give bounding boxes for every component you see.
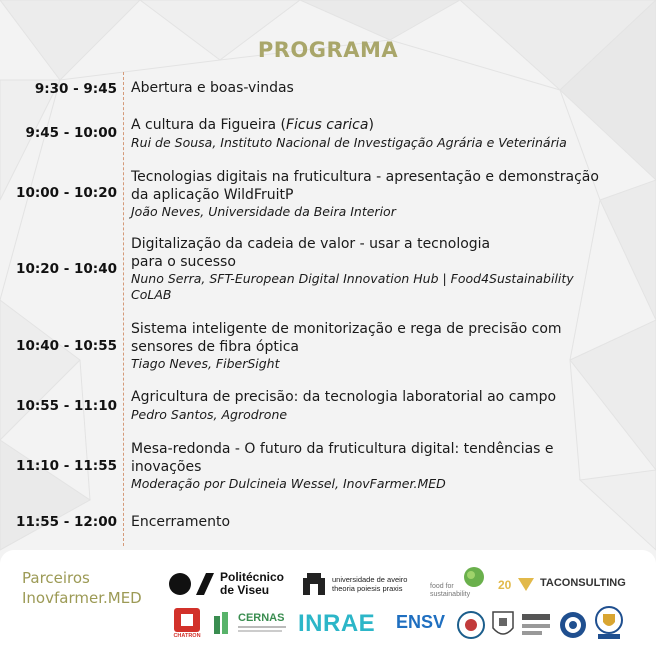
session-title-line: para o sucesso: [131, 253, 236, 270]
university-emblem-icon: [456, 610, 486, 640]
session-title-line: Tecnologias digitais na fruticultura - apresentação e demonstração: [131, 169, 599, 185]
session-title: Abertura e boas-vindas: [131, 80, 294, 96]
university-seal-icon: [558, 610, 588, 640]
session-time: 11:55 - 12:00: [16, 514, 117, 530]
chatron-logo: CHATRON: [170, 608, 204, 642]
session-speaker: João Neves, Universidade da Beira Interior: [131, 204, 396, 219]
session-speaker: Moderação por Dulcineia Wessel, InovFarmer.MED: [131, 476, 446, 491]
food-for-sustainability-logo: food for sustainability: [430, 566, 492, 600]
session-item: [131, 236, 636, 303]
institute-emblem-icon: [490, 610, 516, 640]
session-title-line: Mesa-redonda - O futuro da fruticultura digital: tendências e: [131, 441, 554, 457]
politecnico-viseu-logo: Politécnico de Viseu: [168, 570, 296, 598]
session-title: Encerramento: [131, 514, 231, 530]
session-item: [131, 169, 636, 220]
session-item: [131, 117, 636, 151]
partners-label: Parceiros Inovfarmer.MED: [22, 569, 142, 607]
session-title: A cultura da Figueira (Ficus carica): [131, 117, 374, 133]
svg-text:20: 20: [498, 578, 512, 592]
session-title-line: inovações: [131, 458, 202, 475]
session-speaker: Pedro Santos, Agrodrone: [131, 406, 288, 422]
session-item: [131, 80, 636, 98]
session-time: 10:00 - 10:20: [16, 185, 117, 201]
session-time: 9:45 - 10:00: [25, 125, 117, 141]
inrae-logo: INRAE: [298, 610, 376, 637]
session-item: [131, 514, 636, 532]
session-title-line: Digitalização da cadeia de valor - usar a tecnologia: [131, 236, 491, 252]
page-title: PROGRAMA: [257, 38, 399, 62]
session-speaker-line: CoLAB: [131, 287, 172, 302]
session-time: 10:40 - 10:55: [16, 338, 117, 354]
session-speaker-line: Nuno Serra, SFT-European Digital Innovation Hub | Food4Sustainability: [131, 271, 574, 286]
aveiro-logo: universidade de aveiro theoria poiesis praxis: [302, 570, 424, 598]
session-speaker: Rui de Sousa, Instituto Nacional de Investigação Agrária e Veterinária: [131, 134, 567, 150]
partners-footer: [0, 550, 656, 654]
session-time: 11:10 - 11:55: [16, 458, 117, 474]
session-item: [131, 441, 636, 492]
session-title-line: Sistema inteligente de monitorização e rega de precisão com: [131, 321, 562, 337]
session-time: 10:55 - 11:10: [16, 398, 117, 414]
session-item: [131, 321, 636, 372]
session-speaker: Tiago Neves, FiberSight: [131, 356, 280, 371]
session-title-line: da aplicação WildFruitP: [131, 186, 294, 203]
session-time: 9:30 - 9:45: [34, 81, 117, 97]
session-item: [131, 389, 636, 423]
cernas-logo: CERNAS: [212, 610, 290, 640]
session-title-line: sensores de fibra óptica: [131, 338, 299, 355]
school-crest-icon: [594, 606, 624, 642]
timeline-divider: [123, 72, 124, 546]
session-time: 10:20 - 10:40: [16, 261, 117, 277]
ensv-logo: ENSV: [396, 612, 446, 632]
taconsulting-logo: 20 TACONSULTING: [498, 577, 626, 592]
session-title: Agricultura de precisão: da tecnologia laboratorial ao campo: [131, 389, 557, 405]
arabic-university-logo-icon: [520, 610, 552, 640]
